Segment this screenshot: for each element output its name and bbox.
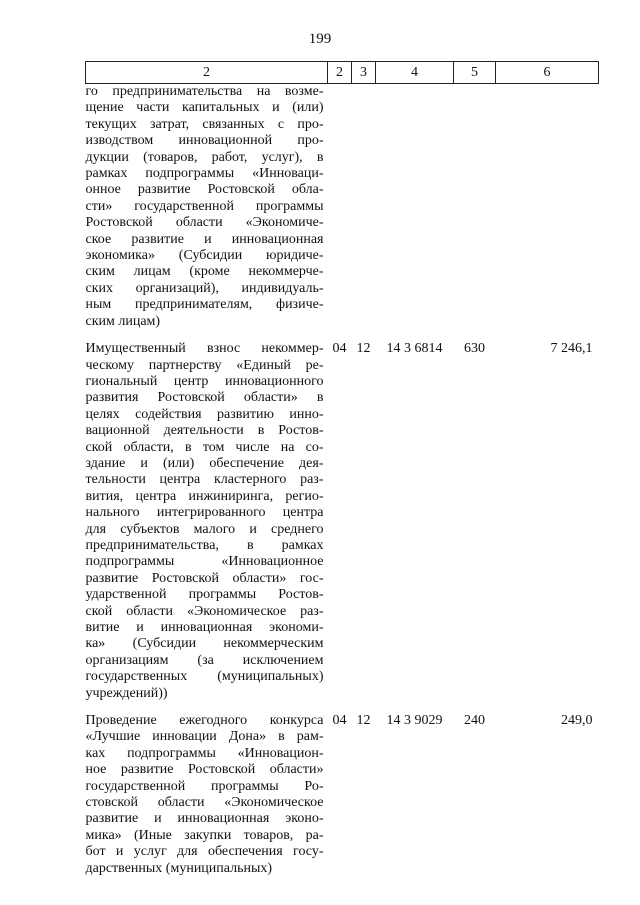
row-name-line: ской области «Экономическое раз- (85, 603, 324, 619)
row-pr-cell (352, 84, 376, 331)
row-vr-cell: 240 (464, 713, 485, 729)
row-name-line: подпрограммы «Инновационное (85, 554, 324, 570)
row-name-line: ках подпрограммы «Инновацион- (85, 745, 324, 761)
header-col-amount: 6 (496, 62, 599, 84)
row-csr-cell (376, 84, 454, 331)
row-name-line: рамках подпрограммы «Инноваци- (85, 166, 324, 182)
row-name-cell (86, 84, 328, 331)
row-name-line: щение части капитальных и (или) (85, 100, 324, 116)
header-col-csr: 4 (376, 62, 454, 84)
row-name-line: изводством инновационной про- (85, 133, 324, 149)
row-name-line: ским лицам (кроме некоммерче- (85, 264, 324, 280)
row-name-line: целях содействия развитию инно- (85, 406, 324, 422)
row-csr-cell: 14 3 9029 (386, 713, 443, 729)
row-name-line: ка» (Субсидии некоммерческим (85, 636, 324, 652)
row-name-line: экономика» (Субсидии юридиче- (85, 248, 324, 264)
row-name-line: онное развитие Ростовской обла- (85, 182, 324, 198)
budget-table (85, 61, 599, 877)
table-header (86, 62, 599, 84)
row-rz-cell: 04 (332, 713, 347, 729)
row-name-line: дукции (товаров, работ, услуг), в (85, 149, 324, 165)
row-name-line: государственной программы Ро- (85, 778, 324, 794)
row-amount-cell: 7 246,1 (550, 341, 593, 357)
row-name-line: развитие и инновационная эконо- (85, 811, 324, 827)
row-name-line: государственных (муниципальных) (85, 669, 324, 685)
row-name-line: вития, центра инжиниринга, регио- (85, 488, 324, 504)
row-name-line: ским лицам) (85, 313, 161, 329)
table-row (86, 702, 599, 877)
row-name-line: тельности центра кластерного раз- (85, 472, 324, 488)
row-name-line: для субъектов малого и среднего (85, 521, 324, 537)
table-body (86, 84, 599, 878)
row-name-line: ских организаций), индивидуаль- (85, 280, 324, 296)
row-name-line: вационной деятельности в Ростов- (85, 423, 324, 439)
row-name-line: организациям (за исключением (85, 652, 324, 668)
row-name-line: развития Ростовской области» в (85, 390, 324, 406)
header-col-pr: 3 (352, 62, 376, 84)
row-name-line: текущих затрат, связанных с про- (85, 116, 324, 132)
page-number: 199 (308, 31, 332, 47)
header-col-rz: 2 (328, 62, 352, 84)
row-name-line: «Лучшие инновации Дона» в рам- (85, 729, 324, 745)
row-pr-cell: 12 (356, 713, 371, 729)
header-row (86, 62, 599, 84)
row-name-line: предпринимательства, в рамках (85, 537, 324, 553)
row-name-line: Проведение ежегодного конкурса (85, 713, 324, 729)
row-name-line: развитие Ростовской области» гос- (85, 570, 324, 586)
row-vr-cell (454, 84, 496, 331)
row-amount-cell: 249,0 (561, 713, 593, 729)
row-name-line: дарственных (муниципальных) (85, 860, 273, 876)
row-csr-cell: 14 3 6814 (386, 341, 443, 357)
row-name-line: витие и инновационная экономи- (85, 620, 324, 635)
row-name-line: нального интегрированного центра (85, 505, 324, 521)
row-name-line: сти» государственной программы (85, 198, 324, 214)
header-col-vr: 5 (454, 62, 496, 84)
row-name-line: гиональный центр инновационного (85, 373, 324, 389)
row-name-line: бот и услуг для обеспечения госу- (85, 844, 324, 860)
row-name-line: мика» (Иные закупки товаров, ра- (85, 827, 324, 843)
row-name-line: Ростовской области «Экономиче- (85, 215, 324, 231)
row-name-line: ческому партнерству «Единый ре- (85, 357, 324, 373)
row-name-line: стовской области «Экономическое (85, 795, 324, 811)
row-name-line: Имущественный взнос некоммер- (85, 341, 324, 357)
row-name-line: здание и (или) обеспечение дея- (85, 455, 324, 471)
row-vr-cell: 630 (464, 341, 485, 357)
row-rz-cell (328, 84, 352, 331)
row-name-line: ным предпринимателям, физиче- (85, 297, 324, 313)
table-row (86, 84, 599, 331)
row-name-line: го предпринимательства на возме- (85, 84, 324, 99)
row-name-line: ударственной программы Ростов- (85, 587, 324, 603)
row-name-line: учреждений)) (85, 685, 168, 701)
row-pr-cell: 12 (356, 341, 371, 357)
row-name-cell (86, 702, 328, 877)
row-name-line: ской области, в том числе на со- (85, 439, 324, 455)
row-name-line: ное развитие Ростовской области» (85, 762, 324, 778)
row-rz-cell: 04 (332, 341, 347, 357)
row-name-line: ское развитие и инновационная (85, 231, 324, 247)
row-amount-cell (496, 84, 599, 331)
header-col-name: 2 (86, 62, 328, 84)
row-name-cell (86, 330, 328, 702)
table-row (86, 330, 599, 702)
